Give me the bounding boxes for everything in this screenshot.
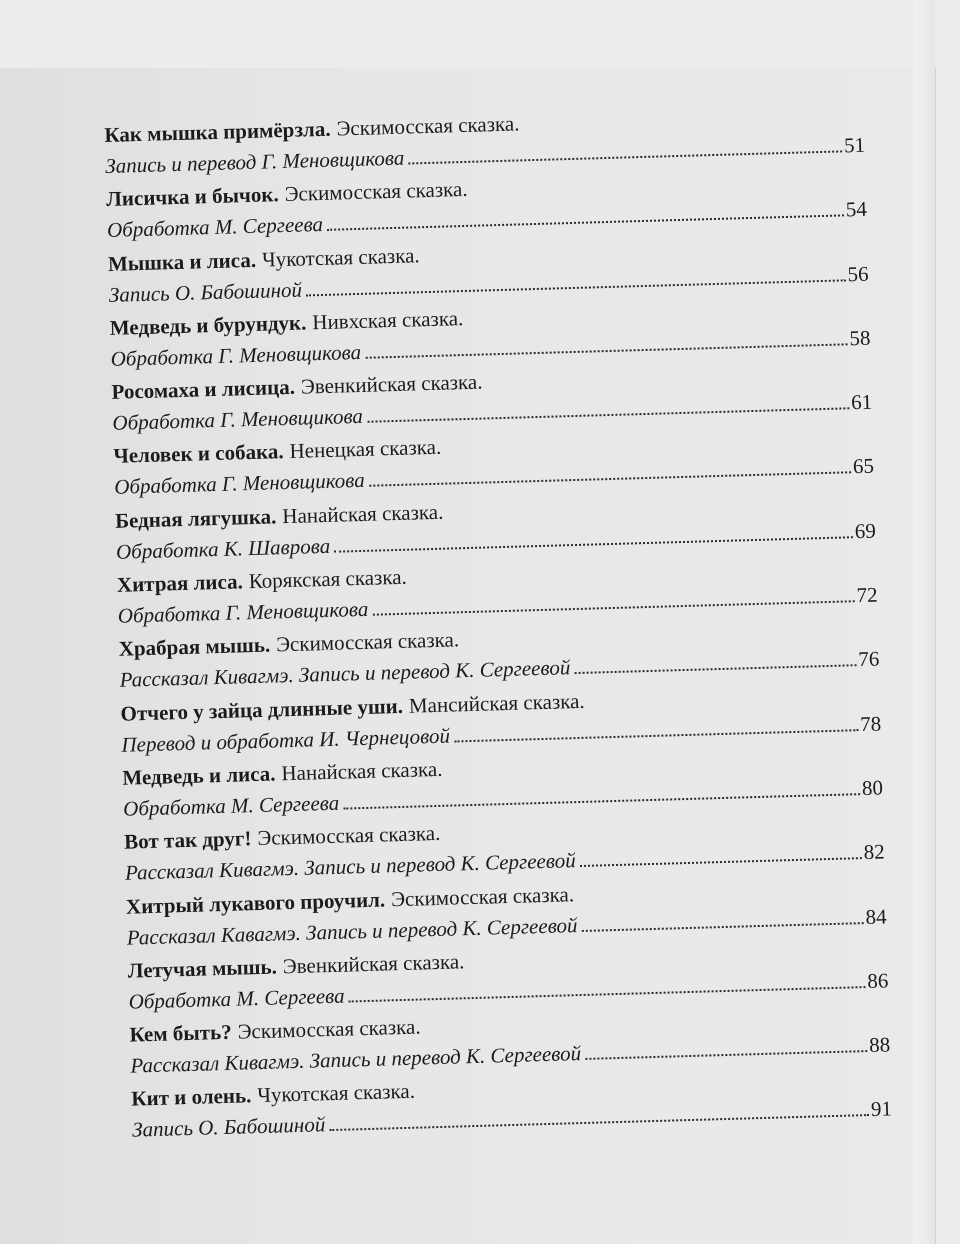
page-number: 84 bbox=[865, 904, 887, 929]
story-title: Медведь и лиса. bbox=[122, 761, 276, 790]
story-origin: Корякская сказка. bbox=[248, 564, 408, 594]
page-number: 56 bbox=[847, 261, 869, 286]
story-credit: Рассказал Кивагмэ. Запись и перевод К. Сергеевой bbox=[130, 1041, 582, 1078]
story-origin: Эскимосская сказка. bbox=[257, 821, 441, 851]
page-number: 58 bbox=[849, 325, 871, 351]
page-number: 91 bbox=[870, 1096, 893, 1122]
story-credit: Запись О. Бабошиной bbox=[131, 1112, 326, 1143]
page-number: 54 bbox=[845, 197, 868, 222]
page-number: 69 bbox=[854, 518, 877, 543]
story-title: Кит и олень. bbox=[131, 1083, 252, 1112]
page-number: 88 bbox=[868, 1032, 891, 1058]
dot-leader bbox=[367, 407, 849, 422]
page-number: 61 bbox=[850, 389, 873, 415]
story-credit: Обработка Г. Меновщикова bbox=[117, 596, 369, 628]
dot-leader bbox=[306, 279, 846, 296]
story-title: Как мышка примёрзла. bbox=[104, 116, 331, 147]
story-title: Мышка и лиса. bbox=[107, 247, 257, 276]
page-number: 72 bbox=[856, 582, 878, 608]
dot-leader bbox=[327, 215, 844, 231]
story-title: Хитрый лукавого проучил. bbox=[125, 887, 386, 919]
story-origin: Нанайская сказка. bbox=[281, 756, 443, 786]
story-credit: Обработка Г. Меновщикова bbox=[110, 339, 362, 371]
dot-leader bbox=[329, 1114, 869, 1131]
story-credit: Обработка М. Сергеева bbox=[128, 983, 345, 1014]
story-title: Храбрая мышь. bbox=[118, 632, 271, 662]
page-number: 82 bbox=[863, 839, 886, 865]
story-origin: Нивхская сказка. bbox=[311, 305, 464, 335]
story-origin: Эскимосская сказка. bbox=[237, 1014, 421, 1044]
story-origin: Эскимосская сказка. bbox=[284, 177, 468, 207]
story-credit: Обработка М. Сергеева bbox=[106, 212, 324, 243]
page-number: 86 bbox=[866, 968, 889, 993]
story-origin: Чукотская сказка. bbox=[261, 242, 420, 272]
dot-leader bbox=[343, 793, 860, 809]
story-credit: Запись и перевод Г. Меновщикова bbox=[104, 145, 405, 178]
story-origin: Эскимосская сказка. bbox=[275, 627, 460, 657]
dot-leader bbox=[454, 729, 858, 742]
story-title: Летучая мышь. bbox=[127, 954, 278, 983]
page-number: 65 bbox=[852, 454, 875, 479]
story-origin: Эскимосская сказка. bbox=[336, 111, 520, 141]
story-title: Медведь и бурундук. bbox=[109, 310, 307, 340]
story-origin: Чукотская сказка. bbox=[256, 1079, 416, 1108]
story-title: Хитрая лиса. bbox=[116, 569, 244, 597]
dot-leader bbox=[369, 472, 851, 487]
page-number: 51 bbox=[843, 132, 866, 158]
story-title: Росомаха и лисица. bbox=[111, 374, 296, 405]
story-credit: Перевод и обработка И. Чернецовой bbox=[121, 723, 451, 757]
story-credit: Обработка К. Шаврова bbox=[115, 533, 331, 564]
dot-leader bbox=[334, 536, 853, 552]
story-credit: Рассказал Кивагмэ. Запись и перевод К. Сергеевой bbox=[119, 655, 571, 693]
story-title: Лисичка и бычок. bbox=[105, 182, 279, 212]
story-credit: Обработка Г. Меновщикова bbox=[112, 404, 364, 436]
story-title: Человек и собака. bbox=[113, 439, 284, 469]
page-edge bbox=[913, 0, 935, 1244]
story-credit: Рассказал Кавагмэ. Запись и перевод К. Сергеевой bbox=[126, 912, 578, 950]
dot-leader bbox=[582, 922, 864, 932]
story-origin: Эвенкийская сказка. bbox=[300, 369, 483, 399]
dot-leader bbox=[408, 150, 842, 164]
story-credit: Обработка М. Сергеева bbox=[122, 790, 340, 821]
story-title: Бедная лягушка. bbox=[114, 504, 277, 533]
story-origin: Эскимосская сказка. bbox=[390, 881, 575, 911]
page-number: 80 bbox=[861, 775, 884, 801]
table-of-contents bbox=[104, 99, 892, 1149]
story-credit: Рассказал Кивагмэ. Запись и перевод К. Сергеевой bbox=[124, 848, 576, 885]
dot-leader bbox=[585, 1050, 867, 1060]
dot-leader bbox=[372, 600, 854, 615]
dot-leader bbox=[349, 986, 866, 1002]
page-number: 76 bbox=[858, 646, 880, 672]
story-title: Кем быть? bbox=[129, 1019, 232, 1047]
story-title: Отчего у зайца длинные уши. bbox=[120, 693, 404, 726]
story-origin: Ненецкая сказка. bbox=[289, 435, 442, 464]
story-credit: Запись О. Бабошиной bbox=[108, 277, 303, 307]
dot-leader bbox=[574, 665, 856, 675]
dot-leader bbox=[365, 343, 847, 358]
dot-leader bbox=[580, 857, 862, 867]
story-origin: Нанайская сказка. bbox=[281, 499, 444, 528]
story-credit: Обработка Г. Меновщикова bbox=[113, 468, 365, 500]
story-origin: Мансийская сказка. bbox=[408, 688, 585, 718]
story-title: Вот так друг! bbox=[123, 826, 252, 854]
story-origin: Эвенкийская сказка. bbox=[282, 949, 465, 979]
page-number: 78 bbox=[859, 711, 882, 736]
